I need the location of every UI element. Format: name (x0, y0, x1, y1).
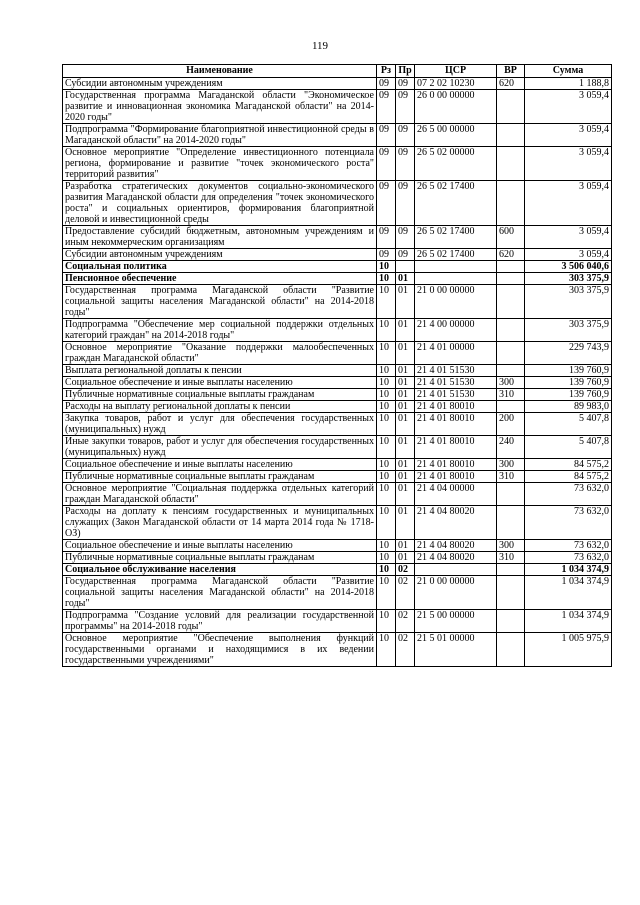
row-vr (497, 90, 525, 124)
row-vr (497, 273, 525, 285)
row-pr: 01 (396, 285, 415, 319)
row-vr (497, 483, 525, 506)
row-csr: 26 5 02 17400 (415, 249, 497, 261)
row-rz: 10 (377, 365, 396, 377)
table-row (63, 633, 612, 667)
row-csr: 21 4 01 51530 (415, 365, 497, 377)
row-sum: 303 375,9 (525, 273, 612, 285)
table-row (63, 285, 612, 319)
row-pr: 09 (396, 147, 415, 181)
column-header-pr: Пр (396, 65, 415, 78)
row-name: Публичные нормативные социальные выплаты гражданам (63, 552, 377, 564)
row-sum: 139 760,9 (525, 365, 612, 377)
row-pr: 01 (396, 483, 415, 506)
row-sum: 1 034 374,9 (525, 610, 612, 633)
row-name: Основное мероприятие "Обеспечение выполнения функций государственными органами и находящимися в их ведении государственными учреждениями" (63, 633, 377, 667)
row-name: Расходы на выплату региональной доплаты к пенсии (63, 401, 377, 413)
row-name: Выплата региональной доплаты к пенсии (63, 365, 377, 377)
row-name: Социальное обслуживание населения (63, 564, 377, 576)
row-sum: 3 059,4 (525, 147, 612, 181)
row-csr: 21 4 01 80010 (415, 436, 497, 459)
row-pr: 01 (396, 401, 415, 413)
table-row (63, 377, 612, 389)
row-vr (497, 576, 525, 610)
table-row (63, 181, 612, 226)
row-csr: 21 0 00 00000 (415, 576, 497, 610)
row-rz: 10 (377, 285, 396, 319)
row-pr: 09 (396, 90, 415, 124)
row-vr (497, 342, 525, 365)
row-csr: 21 4 04 80020 (415, 540, 497, 552)
row-rz: 10 (377, 506, 396, 540)
row-name: Основное мероприятие "Социальная поддержка отдельных категорий граждан Магаданской области" (63, 483, 377, 506)
row-csr: 21 4 01 80010 (415, 413, 497, 436)
row-vr: 620 (497, 78, 525, 90)
row-pr: 09 (396, 249, 415, 261)
row-sum: 1 005 975,9 (525, 633, 612, 667)
row-rz: 10 (377, 633, 396, 667)
row-rz: 10 (377, 552, 396, 564)
table-row (63, 249, 612, 261)
row-pr: 01 (396, 377, 415, 389)
row-name: Социальное обеспечение и иные выплаты населению (63, 540, 377, 552)
row-csr (415, 261, 497, 273)
row-csr: 21 5 00 00000 (415, 610, 497, 633)
row-rz: 10 (377, 540, 396, 552)
table-row (63, 273, 612, 285)
row-csr: 21 4 00 00000 (415, 319, 497, 342)
column-header-vr: ВР (497, 65, 525, 78)
row-pr: 09 (396, 226, 415, 249)
row-vr: 200 (497, 413, 525, 436)
row-pr: 01 (396, 436, 415, 459)
row-sum: 3 059,4 (525, 181, 612, 226)
table-row (63, 483, 612, 506)
row-pr: 02 (396, 576, 415, 610)
table-row (63, 78, 612, 90)
table-row (63, 459, 612, 471)
row-name: Подпрограмма "Обеспечение мер социальной поддержки отдельных категорий граждан" на 2014-2018 годы" (63, 319, 377, 342)
row-csr: 21 4 01 80010 (415, 459, 497, 471)
row-sum: 89 983,0 (525, 401, 612, 413)
row-sum: 3 059,4 (525, 124, 612, 147)
row-csr: 21 4 04 00000 (415, 483, 497, 506)
table-row (63, 147, 612, 181)
row-pr: 01 (396, 413, 415, 436)
row-csr (415, 273, 497, 285)
row-sum: 139 760,9 (525, 377, 612, 389)
row-vr (497, 285, 525, 319)
row-csr (415, 564, 497, 576)
row-csr: 21 0 00 00000 (415, 285, 497, 319)
row-name: Государственная программа Магаданской области "Развитие социальной защиты населения Магаданской области" на 2014-2018 годы" (63, 285, 377, 319)
table-row (63, 389, 612, 401)
row-name: Публичные нормативные социальные выплаты гражданам (63, 389, 377, 401)
table-row (63, 261, 612, 273)
row-rz: 10 (377, 389, 396, 401)
column-header-sum: Сумма (525, 65, 612, 78)
row-rz: 10 (377, 610, 396, 633)
row-rz: 09 (377, 181, 396, 226)
row-pr: 01 (396, 459, 415, 471)
row-sum: 73 632,0 (525, 540, 612, 552)
table-row (63, 226, 612, 249)
row-vr (497, 365, 525, 377)
row-csr: 07 2 02 10230 (415, 78, 497, 90)
row-sum: 1 034 374,9 (525, 576, 612, 610)
table-row (63, 506, 612, 540)
row-csr: 21 4 04 80020 (415, 506, 497, 540)
column-header-csr: ЦСР (415, 65, 497, 78)
row-rz: 10 (377, 401, 396, 413)
row-pr: 02 (396, 633, 415, 667)
row-sum: 139 760,9 (525, 389, 612, 401)
row-pr: 09 (396, 124, 415, 147)
row-name: Основное мероприятие "Определение инвестиционного потенциала региона, формирование и развитие "точек экономического роста" территорий развития" (63, 147, 377, 181)
row-vr: 300 (497, 540, 525, 552)
row-vr: 310 (497, 471, 525, 483)
row-csr: 26 5 00 00000 (415, 124, 497, 147)
row-vr: 300 (497, 377, 525, 389)
row-sum: 3 059,4 (525, 90, 612, 124)
row-sum: 73 632,0 (525, 483, 612, 506)
row-csr: 26 5 02 17400 (415, 181, 497, 226)
row-vr (497, 401, 525, 413)
row-csr: 26 0 00 00000 (415, 90, 497, 124)
row-csr: 21 4 01 80010 (415, 401, 497, 413)
row-rz: 10 (377, 576, 396, 610)
row-rz: 10 (377, 342, 396, 365)
table-row (63, 610, 612, 633)
row-sum: 5 407,8 (525, 413, 612, 436)
row-pr: 01 (396, 471, 415, 483)
row-sum: 84 575,2 (525, 471, 612, 483)
row-sum: 303 375,9 (525, 319, 612, 342)
row-name: Субсидии автономным учреждениям (63, 249, 377, 261)
row-sum: 3 059,4 (525, 249, 612, 261)
row-csr: 21 4 01 80010 (415, 471, 497, 483)
row-csr: 21 4 01 51530 (415, 377, 497, 389)
table-row (63, 413, 612, 436)
row-pr: 01 (396, 273, 415, 285)
row-vr: 310 (497, 552, 525, 564)
row-sum: 73 632,0 (525, 506, 612, 540)
row-sum: 303 375,9 (525, 285, 612, 319)
row-pr: 01 (396, 319, 415, 342)
row-vr (497, 261, 525, 273)
row-vr (497, 319, 525, 342)
table-row (63, 401, 612, 413)
row-rz: 09 (377, 78, 396, 90)
row-rz: 10 (377, 273, 396, 285)
row-name: Разработка стратегических документов социально-экономического развития Магаданской области для определения "точек экономического роста" и социальных ориентиров, формирования благоприятной деловой и инвестиционной среды (63, 181, 377, 226)
row-rz: 10 (377, 483, 396, 506)
row-vr (497, 610, 525, 633)
row-vr (497, 181, 525, 226)
row-name: Публичные нормативные социальные выплаты гражданам (63, 471, 377, 483)
row-name: Социальная политика (63, 261, 377, 273)
row-sum: 84 575,2 (525, 459, 612, 471)
row-rz: 10 (377, 471, 396, 483)
row-vr (497, 506, 525, 540)
row-sum: 3 059,4 (525, 226, 612, 249)
table-row (63, 552, 612, 564)
row-rz: 10 (377, 319, 396, 342)
row-name: Подпрограмма "Создание условий для реализации государственной программы" на 2014-2018 годы" (63, 610, 377, 633)
row-sum: 229 743,9 (525, 342, 612, 365)
row-vr (497, 564, 525, 576)
row-vr: 300 (497, 459, 525, 471)
row-rz: 09 (377, 147, 396, 181)
row-sum: 3 506 040,6 (525, 261, 612, 273)
row-rz: 10 (377, 261, 396, 273)
row-vr: 240 (497, 436, 525, 459)
row-name: Государственная программа Магаданской области "Развитие социальной защиты населения Магаданской области" на 2014-2018 годы" (63, 576, 377, 610)
row-rz: 10 (377, 377, 396, 389)
row-rz: 09 (377, 226, 396, 249)
row-sum: 73 632,0 (525, 552, 612, 564)
row-csr: 21 4 01 00000 (415, 342, 497, 365)
table-body (63, 78, 612, 667)
row-name: Субсидии автономным учреждениям (63, 78, 377, 90)
row-pr: 01 (396, 552, 415, 564)
table-row (63, 576, 612, 610)
row-pr: 01 (396, 342, 415, 365)
row-sum: 1 034 374,9 (525, 564, 612, 576)
row-name: Социальное обеспечение и иные выплаты населению (63, 377, 377, 389)
row-rz: 10 (377, 436, 396, 459)
row-pr (396, 261, 415, 273)
row-pr: 09 (396, 78, 415, 90)
row-rz: 10 (377, 459, 396, 471)
row-rz: 09 (377, 90, 396, 124)
row-csr: 26 5 02 17400 (415, 226, 497, 249)
row-name: Подпрограмма "Формирование благоприятной инвестиционной среды в Магаданской области" на 2014-2020 годы" (63, 124, 377, 147)
table-row (63, 564, 612, 576)
table-row (63, 90, 612, 124)
row-csr: 21 5 01 00000 (415, 633, 497, 667)
table-row (63, 342, 612, 365)
table-row (63, 540, 612, 552)
row-name: Закупка товаров, работ и услуг для обеспечения государственных (муниципальных) нужд (63, 413, 377, 436)
row-pr: 01 (396, 365, 415, 377)
table-row (63, 471, 612, 483)
row-csr: 26 5 02 00000 (415, 147, 497, 181)
row-rz: 10 (377, 564, 396, 576)
row-sum: 5 407,8 (525, 436, 612, 459)
column-header-name: Наименование (63, 65, 377, 78)
row-pr: 02 (396, 564, 415, 576)
row-vr: 620 (497, 249, 525, 261)
row-name: Социальное обеспечение и иные выплаты населению (63, 459, 377, 471)
table-row (63, 319, 612, 342)
row-name: Иные закупки товаров, работ и услуг для обеспечения государственных (муниципальных) нужд (63, 436, 377, 459)
row-pr: 09 (396, 181, 415, 226)
row-vr: 310 (497, 389, 525, 401)
row-pr: 02 (396, 610, 415, 633)
table-row (63, 365, 612, 377)
row-rz: 09 (377, 249, 396, 261)
row-vr: 600 (497, 226, 525, 249)
row-name: Основное мероприятие "Оказание поддержки малообеспеченных граждан Магаданской области" (63, 342, 377, 365)
row-vr (497, 124, 525, 147)
budget-table (62, 64, 612, 667)
row-pr: 01 (396, 540, 415, 552)
row-rz: 10 (377, 413, 396, 436)
row-name: Расходы на доплату к пенсиям государственных и муниципальных служащих (Закон Магаданской области от 14 марта 2014 года № 1718-ОЗ) (63, 506, 377, 540)
page-number: 119 (311, 40, 329, 52)
row-name: Предоставление субсидий бюджетным, автономным учреждениям и иным некоммерческим организациям (63, 226, 377, 249)
row-vr (497, 633, 525, 667)
row-pr: 01 (396, 506, 415, 540)
table-row (63, 436, 612, 459)
row-pr: 01 (396, 389, 415, 401)
row-vr (497, 147, 525, 181)
row-name: Пенсионное обеспечение (63, 273, 377, 285)
table-header-row (63, 65, 612, 78)
row-sum: 1 188,8 (525, 78, 612, 90)
row-name: Государственная программа Магаданской области "Экономическое развитие и инновационная экономика Магаданской области" на 2014-2020 годы" (63, 90, 377, 124)
row-rz: 09 (377, 124, 396, 147)
column-header-rz: Рз (377, 65, 396, 78)
row-csr: 21 4 01 51530 (415, 389, 497, 401)
table-row (63, 124, 612, 147)
row-csr: 21 4 04 80020 (415, 552, 497, 564)
